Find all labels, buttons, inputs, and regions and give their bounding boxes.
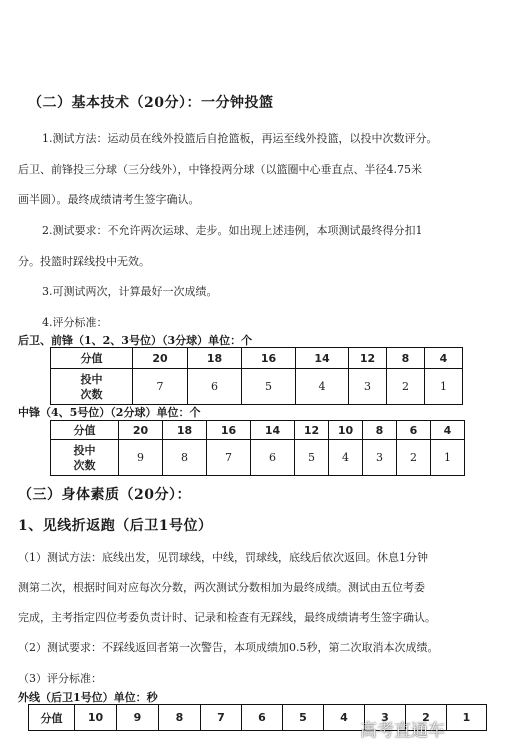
test-requirement-line-2: 分。投篮时踩线投中无效。 <box>18 255 150 268</box>
table-1-row-label: 投中 次数 <box>51 369 133 405</box>
table-3-score-cell: 10 <box>75 705 117 731</box>
table-1-score-cell: 8 <box>387 348 425 369</box>
shuttle-method-line-2: 测第二次，根据时间对应每次分数，两次测试分数相加为最终成绩。测试由五位考委 <box>18 581 425 594</box>
table-3-score-cell: 9 <box>117 705 159 731</box>
table-2-row-label: 分值 <box>51 421 119 440</box>
table-1-count-cell: 1 <box>425 369 463 405</box>
test-method-line-2: 后卫、前锋投三分球（三分线外），中锋投两分球（以篮圈中心垂直点、半径4.75米 <box>18 163 422 176</box>
test-method-line-1: 1.测试方法：运动员在线外投篮后自抢篮板，再运至线外投篮，以投中次数评分。 <box>42 132 438 145</box>
table-1-score-cell: 14 <box>296 348 349 369</box>
table-2-score-cell: 6 <box>397 421 431 440</box>
table-1-count-cell: 4 <box>296 369 349 405</box>
table-2-row-label: 投中 次数 <box>51 440 119 476</box>
table-2-score-cell: 16 <box>207 421 251 440</box>
scoring-standard-label: 4.评分标准： <box>42 316 108 329</box>
center-score-table <box>50 420 465 476</box>
table-2-count-cell: 1 <box>431 440 465 476</box>
shuttle-run-title: 1、见线折返跑（后卫1号位） <box>18 518 213 534</box>
test-attempts-text: 3.可测试两次，计算最好一次成绩。 <box>42 285 218 298</box>
table-2-caption: 中锋（4、5号位）（2分球）单位：个 <box>18 406 201 419</box>
table-1-count-cell: 7 <box>133 369 188 405</box>
table-2-count-cell: 3 <box>363 440 397 476</box>
table-3-score-cell: 4 <box>324 705 365 731</box>
table-1-count-cell: 2 <box>387 369 425 405</box>
table-2-score-cell: 20 <box>119 421 163 440</box>
test-method-line-3: 画半圆）。最终成绩请考生签字确认。 <box>18 193 200 206</box>
table-3-row-label: 分值 <box>29 705 75 731</box>
table-1-score-cell: 20 <box>133 348 188 369</box>
table-2-score-cell: 12 <box>295 421 329 440</box>
table-2-score-cell: 14 <box>251 421 295 440</box>
section-2-title: （二）基本技术（20分）：一分钟投篮 <box>28 95 274 111</box>
table-2-score-row <box>51 421 465 440</box>
table-3-score-cell: 1 <box>447 705 487 731</box>
table-2-count-cell: 8 <box>163 440 207 476</box>
table-1-score-cell: 18 <box>188 348 242 369</box>
table-2-count-cell: 5 <box>295 440 329 476</box>
table-2-score-cell: 8 <box>363 421 397 440</box>
shuttle-method-line-1: （1）测试方法：底线出发，见罚球线，中线，罚球线，底线后依次返回。休息1分钟 <box>18 551 428 564</box>
test-requirement-line-1: 2.测试要求：不允许两次运球、走步。如出现上述违例，本项测试最终得分扣1 <box>42 224 423 237</box>
table-1-score-cell: 16 <box>242 348 296 369</box>
table-2-count-row <box>51 440 465 476</box>
table-1-caption: 后卫、前锋（1、2、3号位）（3分球）单位：个 <box>18 334 253 347</box>
table-1-count-cell: 5 <box>242 369 296 405</box>
table-3-score-cell: 2 <box>406 705 447 731</box>
table-1-count-row <box>51 369 463 405</box>
watermark: 高考直通车 <box>360 721 445 741</box>
table-2-count-cell: 6 <box>251 440 295 476</box>
table-1-row-label: 分值 <box>51 348 133 369</box>
table-2-count-cell: 4 <box>329 440 363 476</box>
table-2-count-cell: 2 <box>397 440 431 476</box>
section-3-title: （三）身体素质（20分）： <box>18 487 191 503</box>
guard-forward-score-table <box>50 347 463 405</box>
shuttle-requirement-text: （2）测试要求：不踩线返回者第一次警告，本项成绩加0.5秒，第二次取消本次成绩。 <box>18 641 439 654</box>
table-2-score-cell: 4 <box>431 421 465 440</box>
table-3-score-cell: 7 <box>201 705 242 731</box>
table-2-count-cell: 7 <box>207 440 251 476</box>
table-2-score-cell: 18 <box>163 421 207 440</box>
shuttle-method-line-3: 完成，主考指定四位考委负责计时、记录和检查有无踩线，最终成绩请考生签字确认。 <box>18 611 436 624</box>
table-3-score-cell: 5 <box>283 705 324 731</box>
shuttle-scoring-label: （3）评分标准： <box>18 672 102 685</box>
table-3-score-cell: 8 <box>159 705 201 731</box>
table-1-score-cell: 12 <box>349 348 387 369</box>
table-2-score-cell: 10 <box>329 421 363 440</box>
table-3-caption: 外线（后卫1号位）单位：秒 <box>18 691 158 704</box>
table-1-count-cell: 6 <box>188 369 242 405</box>
table-1-count-cell: 3 <box>349 369 387 405</box>
table-3-score-cell: 6 <box>242 705 283 731</box>
table-1-score-row <box>51 348 463 369</box>
table-3-score-cell: 3 <box>365 705 406 731</box>
table-2-count-cell: 9 <box>119 440 163 476</box>
table-1-score-cell: 4 <box>425 348 463 369</box>
